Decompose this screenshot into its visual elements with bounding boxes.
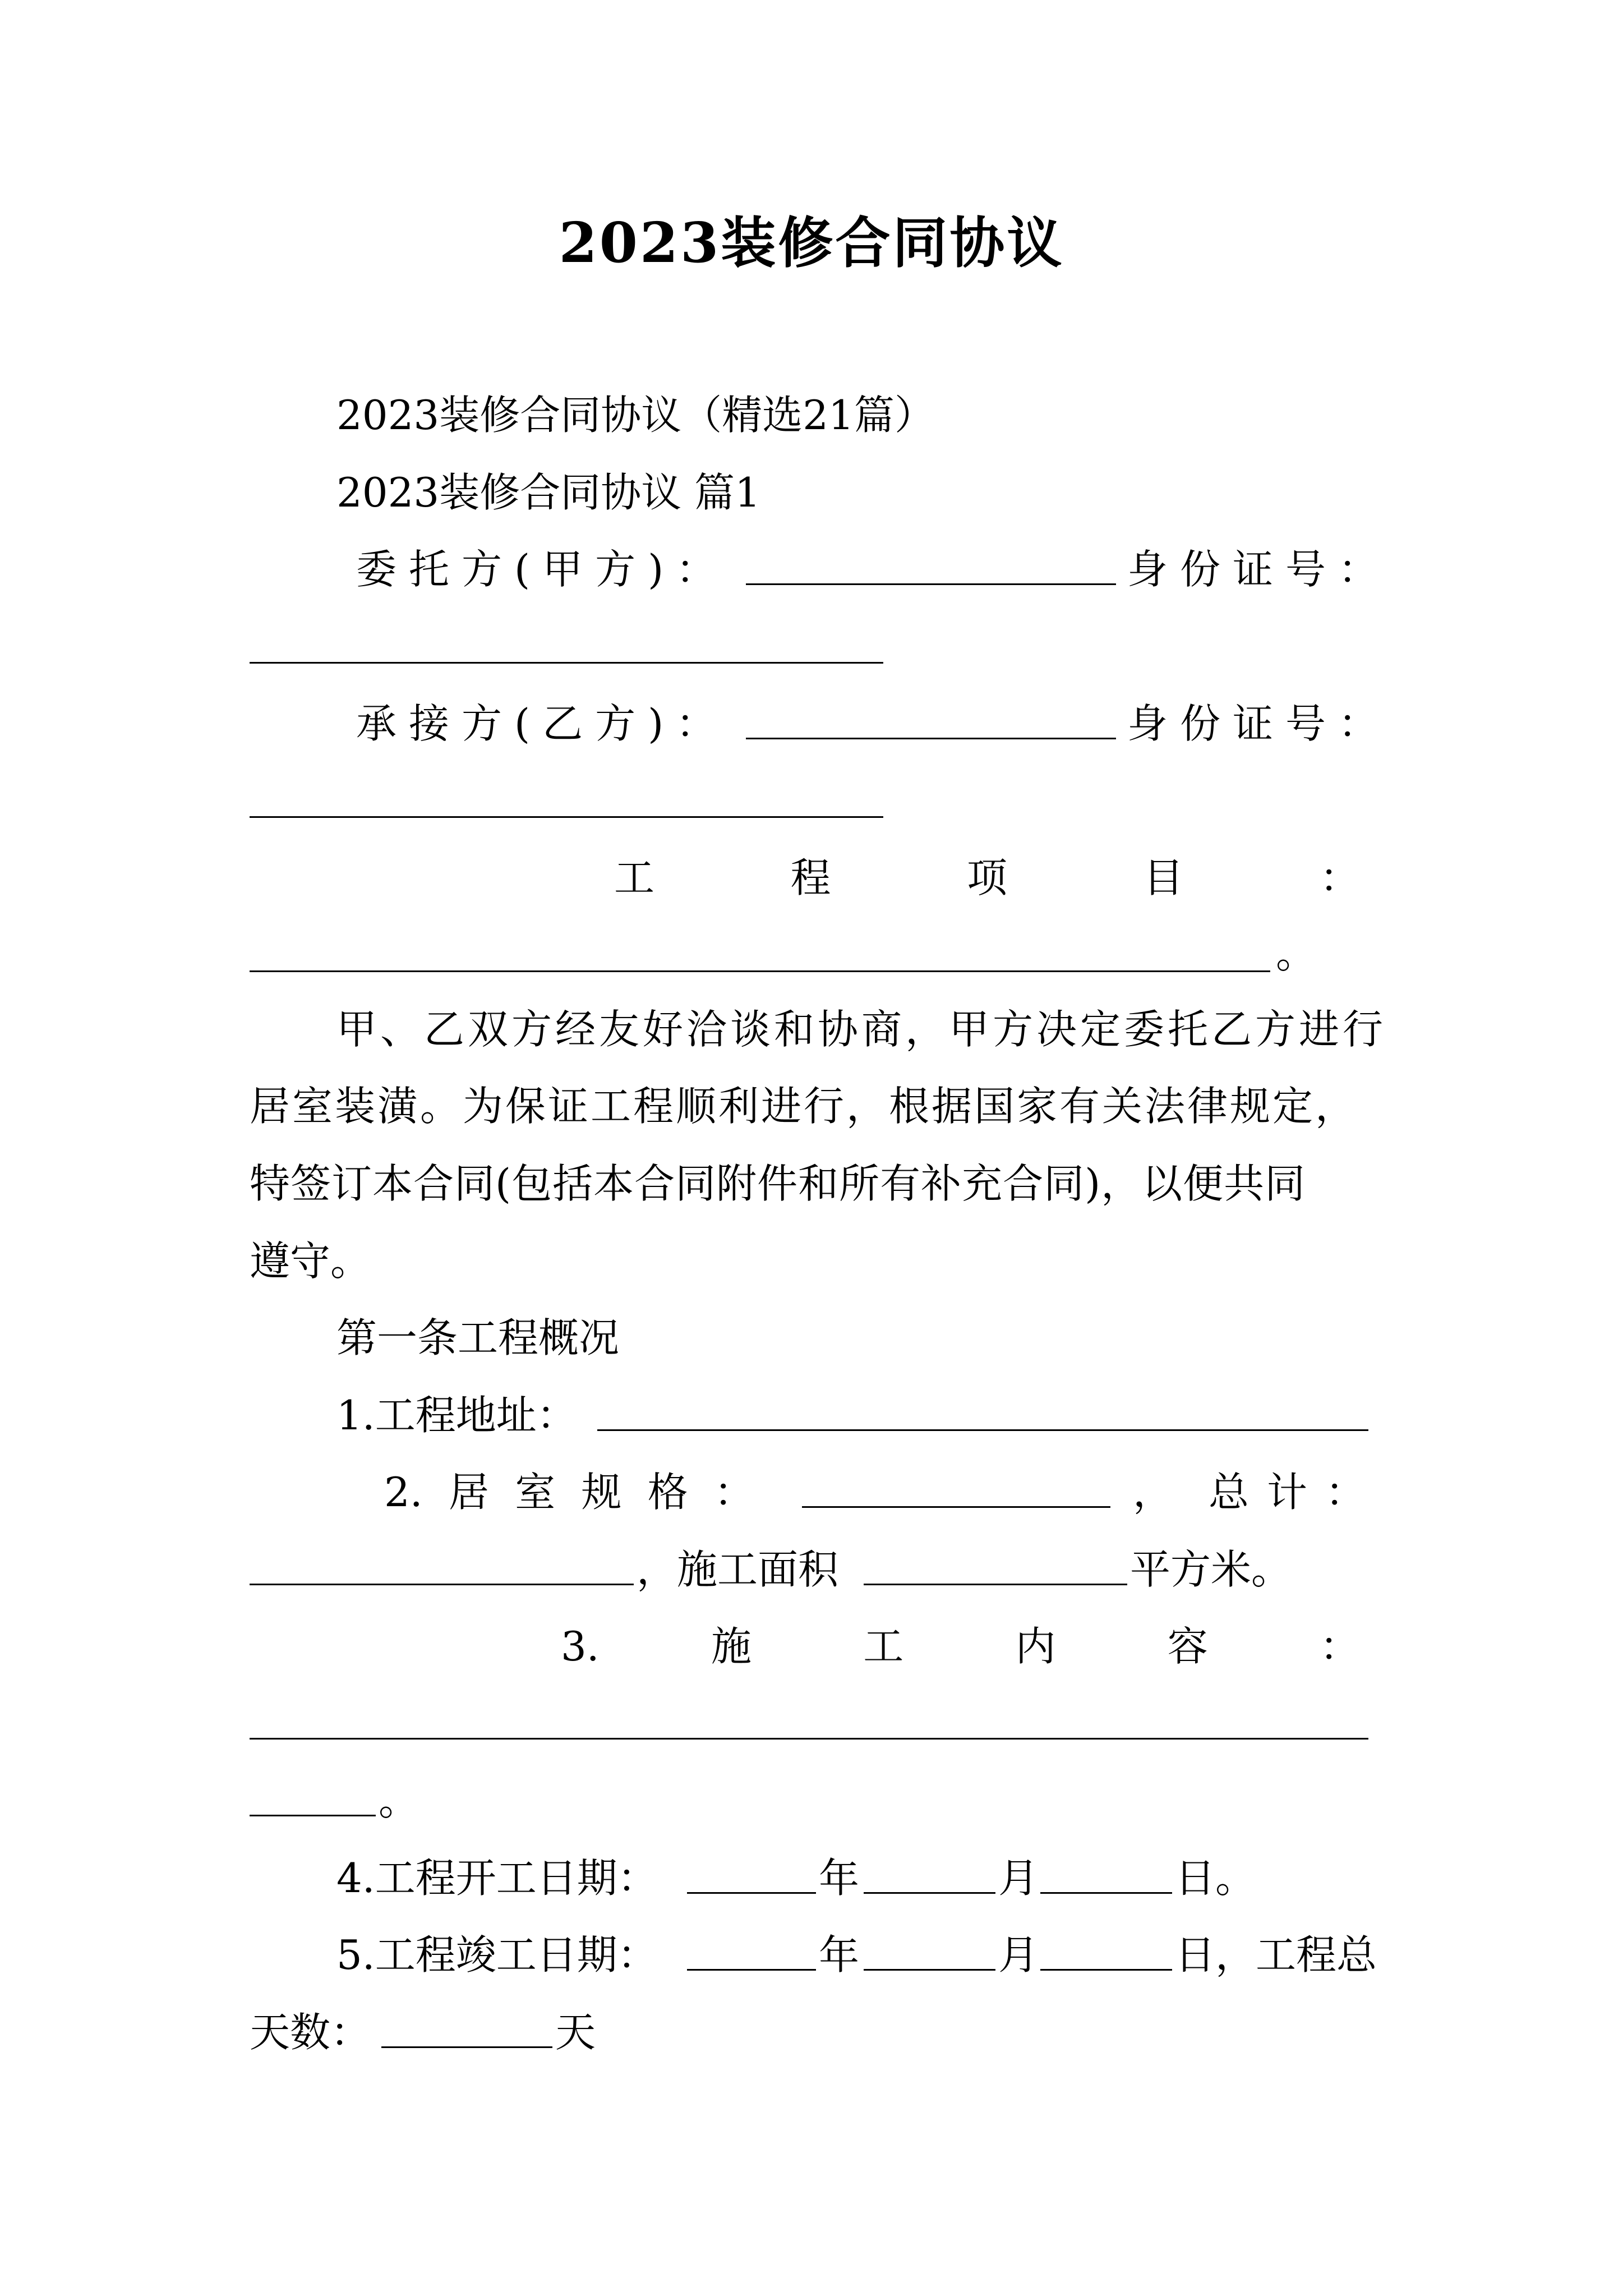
item-1-label: 1.工程地址： — [336, 1392, 577, 1439]
item-5-day-field[interactable] — [1040, 1969, 1172, 1971]
item-2-total-label — [1209, 1464, 1366, 1520]
article-1-heading: 第一条工程概况 — [336, 1314, 620, 1361]
project-label — [614, 850, 1360, 906]
item-3-char: 施 — [711, 1623, 751, 1670]
item-2-area-unit: 平方米。 — [1130, 1546, 1292, 1593]
project-period: 。 — [1276, 930, 1317, 977]
section-heading: 2023装修合同协议 篇1 — [336, 469, 760, 516]
item-2-area-field[interactable] — [864, 1584, 1127, 1585]
project-char: 程 — [790, 854, 831, 901]
item-5-days-label: 天数： — [250, 2009, 371, 2056]
item-3-char: ： — [1319, 1623, 1360, 1670]
intro-line-2: 居室装潢。为保证工程顺利进行，根据国家有关法律规定， — [250, 1083, 1358, 1130]
item-3-char: 内 — [1015, 1623, 1056, 1670]
item-5-month: 月 — [998, 1931, 1039, 1978]
item-3-content-field[interactable] — [250, 1738, 1368, 1740]
item-5-days-unit: 天 — [555, 2009, 596, 2056]
item-2-total-char: 计 — [1266, 1469, 1307, 1516]
party-a-label: 委托方(甲方)： — [356, 546, 729, 593]
item-4-year: 年 — [819, 1855, 860, 1902]
item-3-char: 工 — [863, 1623, 904, 1670]
item-5-month-field[interactable] — [864, 1969, 995, 1971]
item-2-total-char: ： — [1325, 1469, 1366, 1516]
party-b-name-field[interactable] — [746, 738, 1116, 739]
item-2-char: 室 — [515, 1469, 556, 1516]
party-b-id-field[interactable] — [250, 816, 883, 818]
item-3-period: 。 — [379, 1777, 419, 1824]
project-char: 目 — [1143, 854, 1184, 901]
item-4-month: 月 — [998, 1855, 1039, 1902]
project-char: ： — [1319, 854, 1360, 901]
item-2-area-label: ，施工面积 — [637, 1546, 839, 1593]
item-3-char: 容 — [1167, 1623, 1208, 1670]
item-2-char: 居 — [448, 1469, 489, 1516]
item-2-char: 2. — [384, 1469, 423, 1516]
party-a-id-field[interactable] — [250, 662, 883, 664]
project-char: 工 — [614, 854, 655, 901]
item-2-total-field[interactable] — [250, 1584, 634, 1585]
item-3-content-field-continued[interactable] — [250, 1815, 376, 1816]
item-2-char: ： — [713, 1469, 754, 1516]
document-title: 2023装修合同协议 — [559, 211, 1064, 275]
item-2-char: 规 — [581, 1469, 622, 1516]
item-5-label: 5.工程竣工日期： — [336, 1931, 658, 1978]
item-3-label — [561, 1618, 1360, 1674]
party-a-id-label: 身份证号： — [1127, 546, 1391, 593]
item-5-year: 年 — [819, 1931, 860, 1978]
item-4-day: 日。 — [1175, 1855, 1256, 1902]
item-4-year-field[interactable] — [687, 1892, 816, 1894]
subtitle: 2023装修合同协议（精选21篇） — [336, 392, 935, 439]
item-3-char: 3. — [561, 1623, 600, 1670]
item-2-total-char: 总 — [1209, 1469, 1249, 1516]
item-4-month-field[interactable] — [864, 1892, 995, 1894]
item-2-label — [384, 1464, 754, 1520]
item-2-char: 格 — [647, 1469, 688, 1516]
intro-line-4: 遵守。 — [250, 1237, 371, 1285]
party-a-name-field[interactable] — [746, 583, 1116, 585]
item-2-spec-field[interactable] — [802, 1506, 1110, 1508]
item-1-address-field[interactable] — [597, 1429, 1368, 1431]
intro-line-1: 甲、乙双方经友好洽谈和协商，甲方决定委托乙方进行 — [336, 1006, 1387, 1053]
item-2-comma: ， — [1133, 1469, 1174, 1516]
party-b-id-label: 身份证号： — [1127, 700, 1391, 747]
project-char: 项 — [966, 854, 1007, 901]
item-5-year-field[interactable] — [687, 1969, 816, 1971]
item-5-day: 日，工程总 — [1175, 1931, 1377, 1978]
party-b-label: 承接方(乙方)： — [356, 700, 729, 747]
item-4-label: 4.工程开工日期： — [336, 1855, 658, 1902]
project-field[interactable] — [250, 970, 1270, 972]
item-5-days-field[interactable] — [381, 2046, 552, 2048]
item-4-day-field[interactable] — [1040, 1892, 1172, 1894]
intro-line-3: 特签订本合同(包括本合同附件和所有补充合同)，以便共同 — [250, 1160, 1306, 1207]
